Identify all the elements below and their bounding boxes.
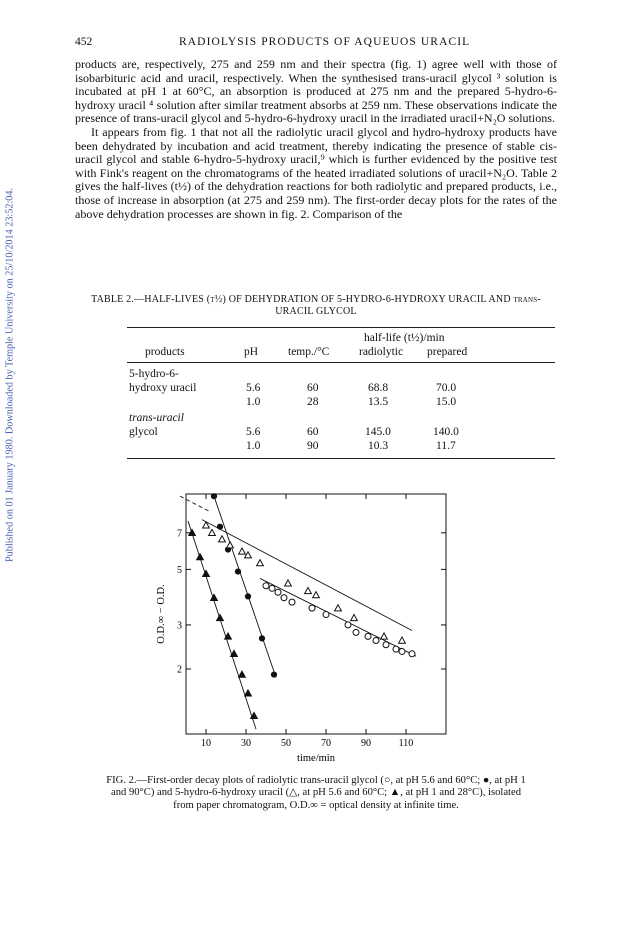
point-open-triangle	[335, 605, 342, 611]
x-tick-label: 10	[201, 738, 211, 749]
table-cell: 68.8	[368, 382, 389, 394]
y-tick-label: 2	[177, 664, 182, 676]
point-open-triangle	[305, 588, 312, 594]
table-bottom-rule	[127, 458, 555, 459]
table-cell: 1.0	[246, 396, 261, 408]
figure-caption-line-2: and 90°C) and 5-hydro-6-hydroxy uracil (△, at pH 5.6 and 60°C; ▲, at pH 1 and 28°C), isolated	[111, 787, 521, 799]
point-open-triangle	[399, 637, 406, 643]
group-2-name-line-2: glycol	[129, 426, 158, 438]
decay-plot	[150, 490, 460, 777]
point-open-circle	[263, 583, 269, 589]
table-cell: 11.7	[436, 440, 456, 452]
point-open-circle	[275, 589, 281, 595]
table-cell: 10.3	[368, 440, 389, 452]
point-open-triangle	[219, 536, 226, 542]
running-head: RADIOLYSIS PRODUCTS OF AQUEUOS URACIL	[179, 36, 471, 48]
point-filled-circle	[245, 593, 251, 599]
x-tick-label: 90	[361, 738, 371, 749]
point-open-triangle	[313, 592, 320, 598]
table-top-rule	[127, 327, 555, 328]
table-cell: 60	[307, 382, 319, 394]
x-tick-label: 50	[281, 738, 291, 749]
point-open-circle	[269, 585, 275, 591]
paragraph-1: products are, respectively, 275 and 259 nm and their spectra (fig. 1) agree well with those of isobarbituric acid and uracil, respectively. When the synthesised trans-uracil glycol ³ solution is incubated at pH 1 at 60°C, an absorption is produced at 275 nm and the prepared 5-hydro-6-hydroxy uracil ⁴ solution after similar treatment absorbs at 259 nm. These observations indicate the presence of trans-uracil glycol and 5-hydro-6-hydroxy uracil in the irradiated uracil+N₂O solutions.	[75, 57, 557, 126]
point-open-triangle	[227, 542, 234, 548]
table-cell: 60	[307, 426, 319, 438]
x-tick-label: 30	[241, 738, 251, 749]
point-filled-triangle	[203, 570, 210, 576]
point-filled-circle	[271, 671, 277, 677]
point-open-circle	[323, 612, 329, 618]
figure-caption-line-3: from paper chromatogram, O.D.∞ = optical density at infinite time.	[173, 799, 459, 811]
point-filled-circle	[235, 568, 241, 574]
fit-line-open-triangle	[202, 520, 412, 631]
col-header-ph: pH	[244, 346, 259, 358]
col-header-radiolytic: radiolytic	[359, 346, 404, 358]
x-tick-label: 70	[321, 738, 331, 749]
point-filled-triangle	[211, 594, 218, 600]
y-tick-label: 5	[177, 564, 182, 576]
point-open-triangle	[245, 552, 252, 558]
point-open-circle	[281, 595, 287, 601]
point-filled-triangle	[197, 554, 204, 560]
point-filled-triangle	[239, 671, 246, 677]
point-open-triangle	[381, 633, 388, 639]
y-tick-label: 3	[177, 620, 182, 632]
point-open-circle	[309, 605, 315, 611]
table-caption	[75, 294, 557, 318]
point-open-circle	[353, 629, 359, 635]
half-life-header: half-life (t½)/min	[364, 332, 445, 344]
col-header-temp: temp./°C	[288, 346, 330, 358]
fit-line-open-circle	[260, 578, 416, 656]
point-open-triangle	[257, 560, 264, 566]
point-open-triangle	[351, 614, 358, 620]
point-filled-triangle	[245, 690, 252, 696]
point-filled-circle	[259, 635, 265, 641]
table-cell: 70.0	[436, 382, 457, 394]
decay-plot-svg	[150, 490, 460, 772]
col-header-products: products	[145, 346, 185, 358]
figure-caption-line-1: FIG. 2.—First-order decay plots of radiolytic trans-uracil glycol (○, at pH 5.6 and 60°C; ●, at pH 1	[106, 775, 526, 786]
point-open-triangle	[209, 529, 216, 535]
table-cell: 5.6	[246, 426, 261, 438]
table-cell: 5.6	[246, 382, 261, 394]
table-cell: 90	[307, 440, 319, 452]
table-cell: 28	[307, 396, 319, 408]
figure-caption	[75, 775, 557, 812]
plot-frame	[186, 494, 446, 734]
y-tick-label: 7	[177, 528, 182, 540]
point-open-circle	[409, 651, 415, 657]
table-cell: 13.5	[368, 396, 389, 408]
table-cell: 145.0	[365, 426, 391, 438]
paragraph-2: It appears from fig. 1 that not all the radiolytic uracil glycol and hydro-hydroxy products have been dehydrated by incubation and acid treatment, thereby indicating the presence of stable cis-uracil glycol and stable 6-hydro-5-hydroxy uracil,⁹ which is further evidenced by the positive test with Fink's reagent on the chromatograms of the heated irradiated solutions of uracil+N₂O. Table 2 gives the half-lives (t½) of the dehydration reactions for both radiolytic and prepared products, i.e., those of increase in absorption (at 275 and 259 nm). The first-order decay plots for the rates of the above dehydration processes are shown in fig. 2. Comparison of the	[75, 124, 557, 221]
group-1-name-line-2: hydroxy uracil	[129, 382, 197, 394]
table-cell: 15.0	[436, 396, 457, 408]
table-header-rule	[127, 362, 555, 363]
download-notice-text: Published on 01 January 1980. Downloaded by Temple University on 25/10/2014 23:52:04.	[4, 187, 16, 563]
group-1-name-line-1: 5-hydro-6-	[129, 368, 179, 380]
table-cell: 1.0	[246, 440, 261, 452]
point-filled-circle	[211, 493, 217, 499]
point-open-circle	[393, 646, 399, 652]
point-open-circle	[365, 633, 371, 639]
point-filled-triangle	[217, 614, 224, 620]
body-text	[75, 58, 557, 221]
page-number: 452	[75, 36, 93, 48]
group-2-name-line-1: trans-uracil	[129, 412, 184, 424]
point-open-circle	[289, 599, 295, 605]
col-header-prepared: prepared	[427, 346, 468, 358]
table-cell: 140.0	[433, 426, 459, 438]
table-caption-line-2: URACIL GLYCOL	[275, 306, 357, 317]
table-caption-line-1: TABLE 2.—HALF-LIVES (t½) OF DEHYDRATION OF 5-HYDRO-6-HYDROXY URACIL AND trans-	[91, 294, 541, 305]
point-open-circle	[345, 622, 351, 628]
point-open-circle	[373, 637, 379, 643]
point-open-circle	[383, 642, 389, 648]
page-header	[75, 36, 555, 52]
point-open-triangle	[285, 580, 292, 586]
point-open-circle	[399, 648, 405, 654]
y-axis-label: O.D.∞ − O.D.	[156, 584, 167, 644]
point-open-triangle	[239, 548, 246, 554]
download-notice	[4, 160, 16, 590]
fit-line-filled-triangle	[188, 521, 256, 729]
x-tick-label: 110	[398, 738, 414, 749]
x-axis-label: time/min	[297, 753, 335, 764]
